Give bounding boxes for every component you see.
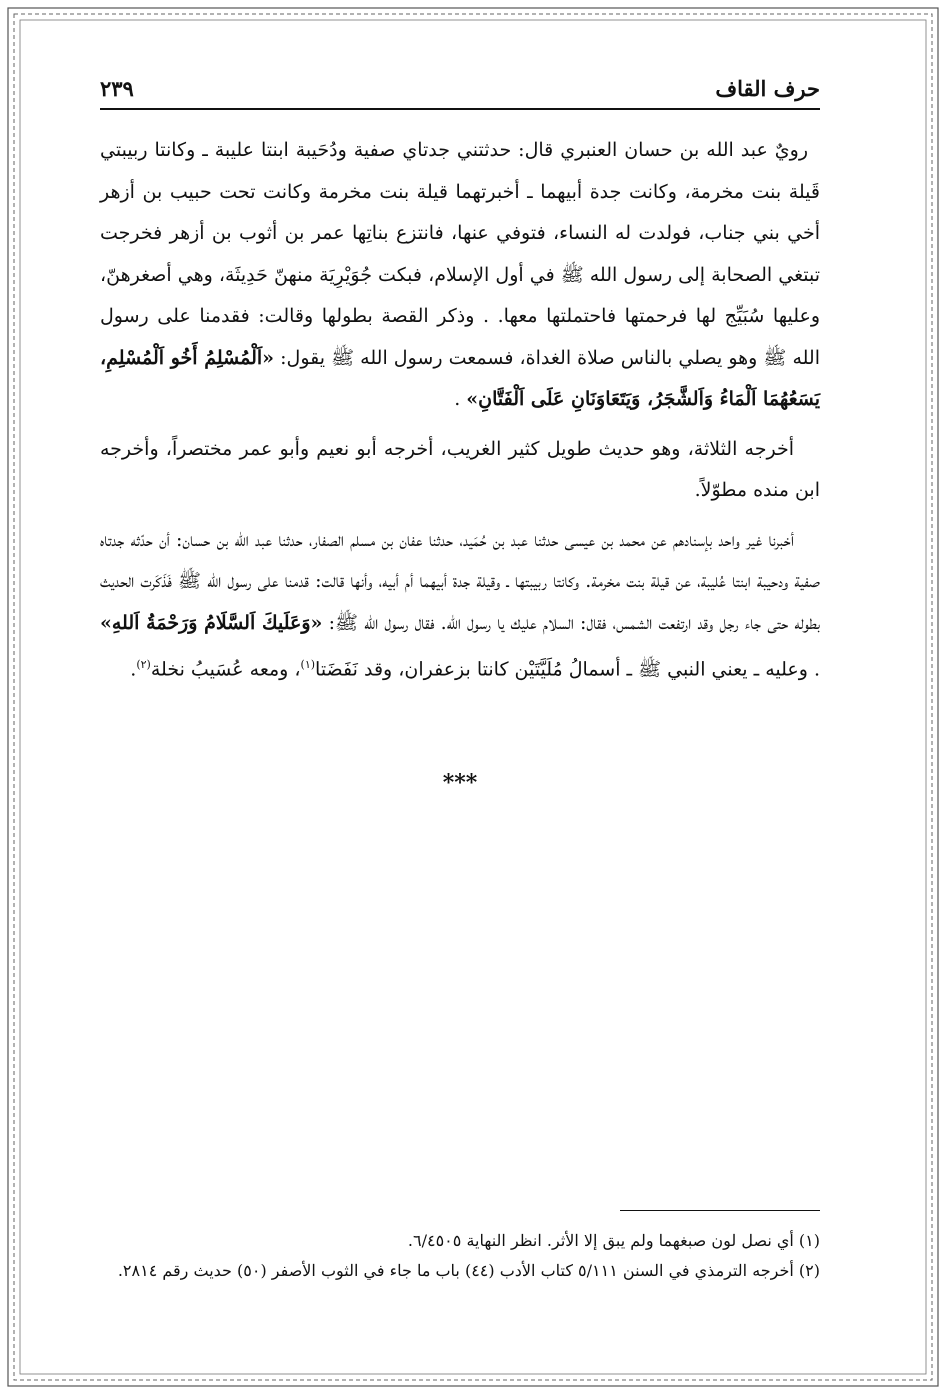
- running-header: [100, 74, 820, 108]
- footnote-rule: [620, 1210, 820, 1211]
- hadith-quote-1: «اَلْمُسْلِمُ أَخُو اَلْمُسْلِمِ، يَسَعُهُمَا اَلْمَاءُ وَاَلشَّجَرُ، وَيَتَعَاوَنَانِ عَلَى اَلْفَتَّانِ»: [100, 346, 820, 410]
- page-number: ٢٣٩: [100, 76, 134, 101]
- paragraph-3-text: أخبرنا غير واحد بإسنادهم عن محمد بن عيسى حدثنا عبد بن حُمَيد، حدثنا عفان بن مسلم الصفار، حدثنا عبد الله بن حسان: أن حدّثه جدتاه صفية ودحيبة ابنتا عُليبة، عن قيلة بنت مخرمة. وكانتا ربيبتها ـ وقيلة جدة أبيهما أم أبيه، وأنها قالت: قدمنا على رسول الله ﷺ فَذَكَرت الحديث بطوله حتى جاء رجل وقد ارتفعت الشمس، فقال: السلام عليك يا رسول الله. فقال رسول الله ﷺ:: [100, 528, 820, 634]
- chapter-title: حرف القاف: [715, 76, 820, 101]
- footnotes: [100, 1226, 820, 1286]
- paragraph-3-mid2: ، ومعه عُسَيبُ نخلة: [150, 658, 301, 681]
- footnote-1: (١) أي نصل لون صبغهما ولم يبق إلا الأثر. انظر النهاية ٦/٤٥٠٥.: [407, 1231, 820, 1250]
- footnote-ref-2[interactable]: (٢): [136, 658, 151, 671]
- header-rule: [100, 108, 820, 110]
- paragraph-3-end: .: [130, 658, 137, 681]
- footnote-ref-1[interactable]: (١): [300, 658, 316, 671]
- paragraph-1-end: .: [454, 388, 461, 410]
- footnote-2: (٢) أخرجه الترمذي في السنن ٥/١١١ كتاب الأدب (٤٤) باب ما جاء في الثوب الأصفر (٥٠) حديث رقم ٢٨١٤.: [117, 1261, 820, 1280]
- main-text: [100, 130, 820, 699]
- hadith-quote-2: «وَعَلَيكَ اَلسَّلَامُ وَرَحْمَةُ اَللهِ»: [100, 611, 323, 634]
- paragraph-1: [100, 130, 820, 421]
- section-separator: ***: [442, 770, 478, 796]
- paragraph-2: [100, 429, 820, 512]
- paragraph-1-text: رويٌ عبد الله بن حسان العنبري قال: حدثتني جدتاي صفية ودُحَيبة ابنتا عليبة ـ وكانتا ربيبتي قَيلة بنت مخرمة، وكانت جدة أبيهما ـ أخبرتهما قيلة بنت مخرمة وكانت تحت حبيب بن أزهر أخي بني جناب، فولدت له النساء، فتوفي عنها، فانتزع بناتِها عمر بن أثوب بن أزهر فخرجت تبتغي الصحابة إلى رسول الله ﷺ في أول الإسلام، فبكت جُوَيْرِيَة منهنّ حَدِيثَة، وهي أصغرهنّ، وعليها سُبَيِّج لها فرحمتها فاحتملتها معها. . وذكر القصة بطولها وقالت: فقدمنا على رسول الله ﷺ وهو يصلي بالناس صلاة الغداة، فسمعت رسول الله ﷺ يقول:: [100, 139, 821, 369]
- paragraph-3-mid: . وعليه ـ يعني النبي ﷺ ـ أسمالُ مُلَيَّتَيْن كانتا بزعفران، وقد نَفَضَتا: [315, 658, 820, 681]
- paragraph-3: [100, 520, 820, 691]
- paragraph-2-text: أخرجه الثلاثة، وهو حديث طويل كثير الغريب، أخرجه أبو نعيم وأبو عمر مختصراً، وأخرجه ابن منده مطوّلاً.: [100, 437, 820, 501]
